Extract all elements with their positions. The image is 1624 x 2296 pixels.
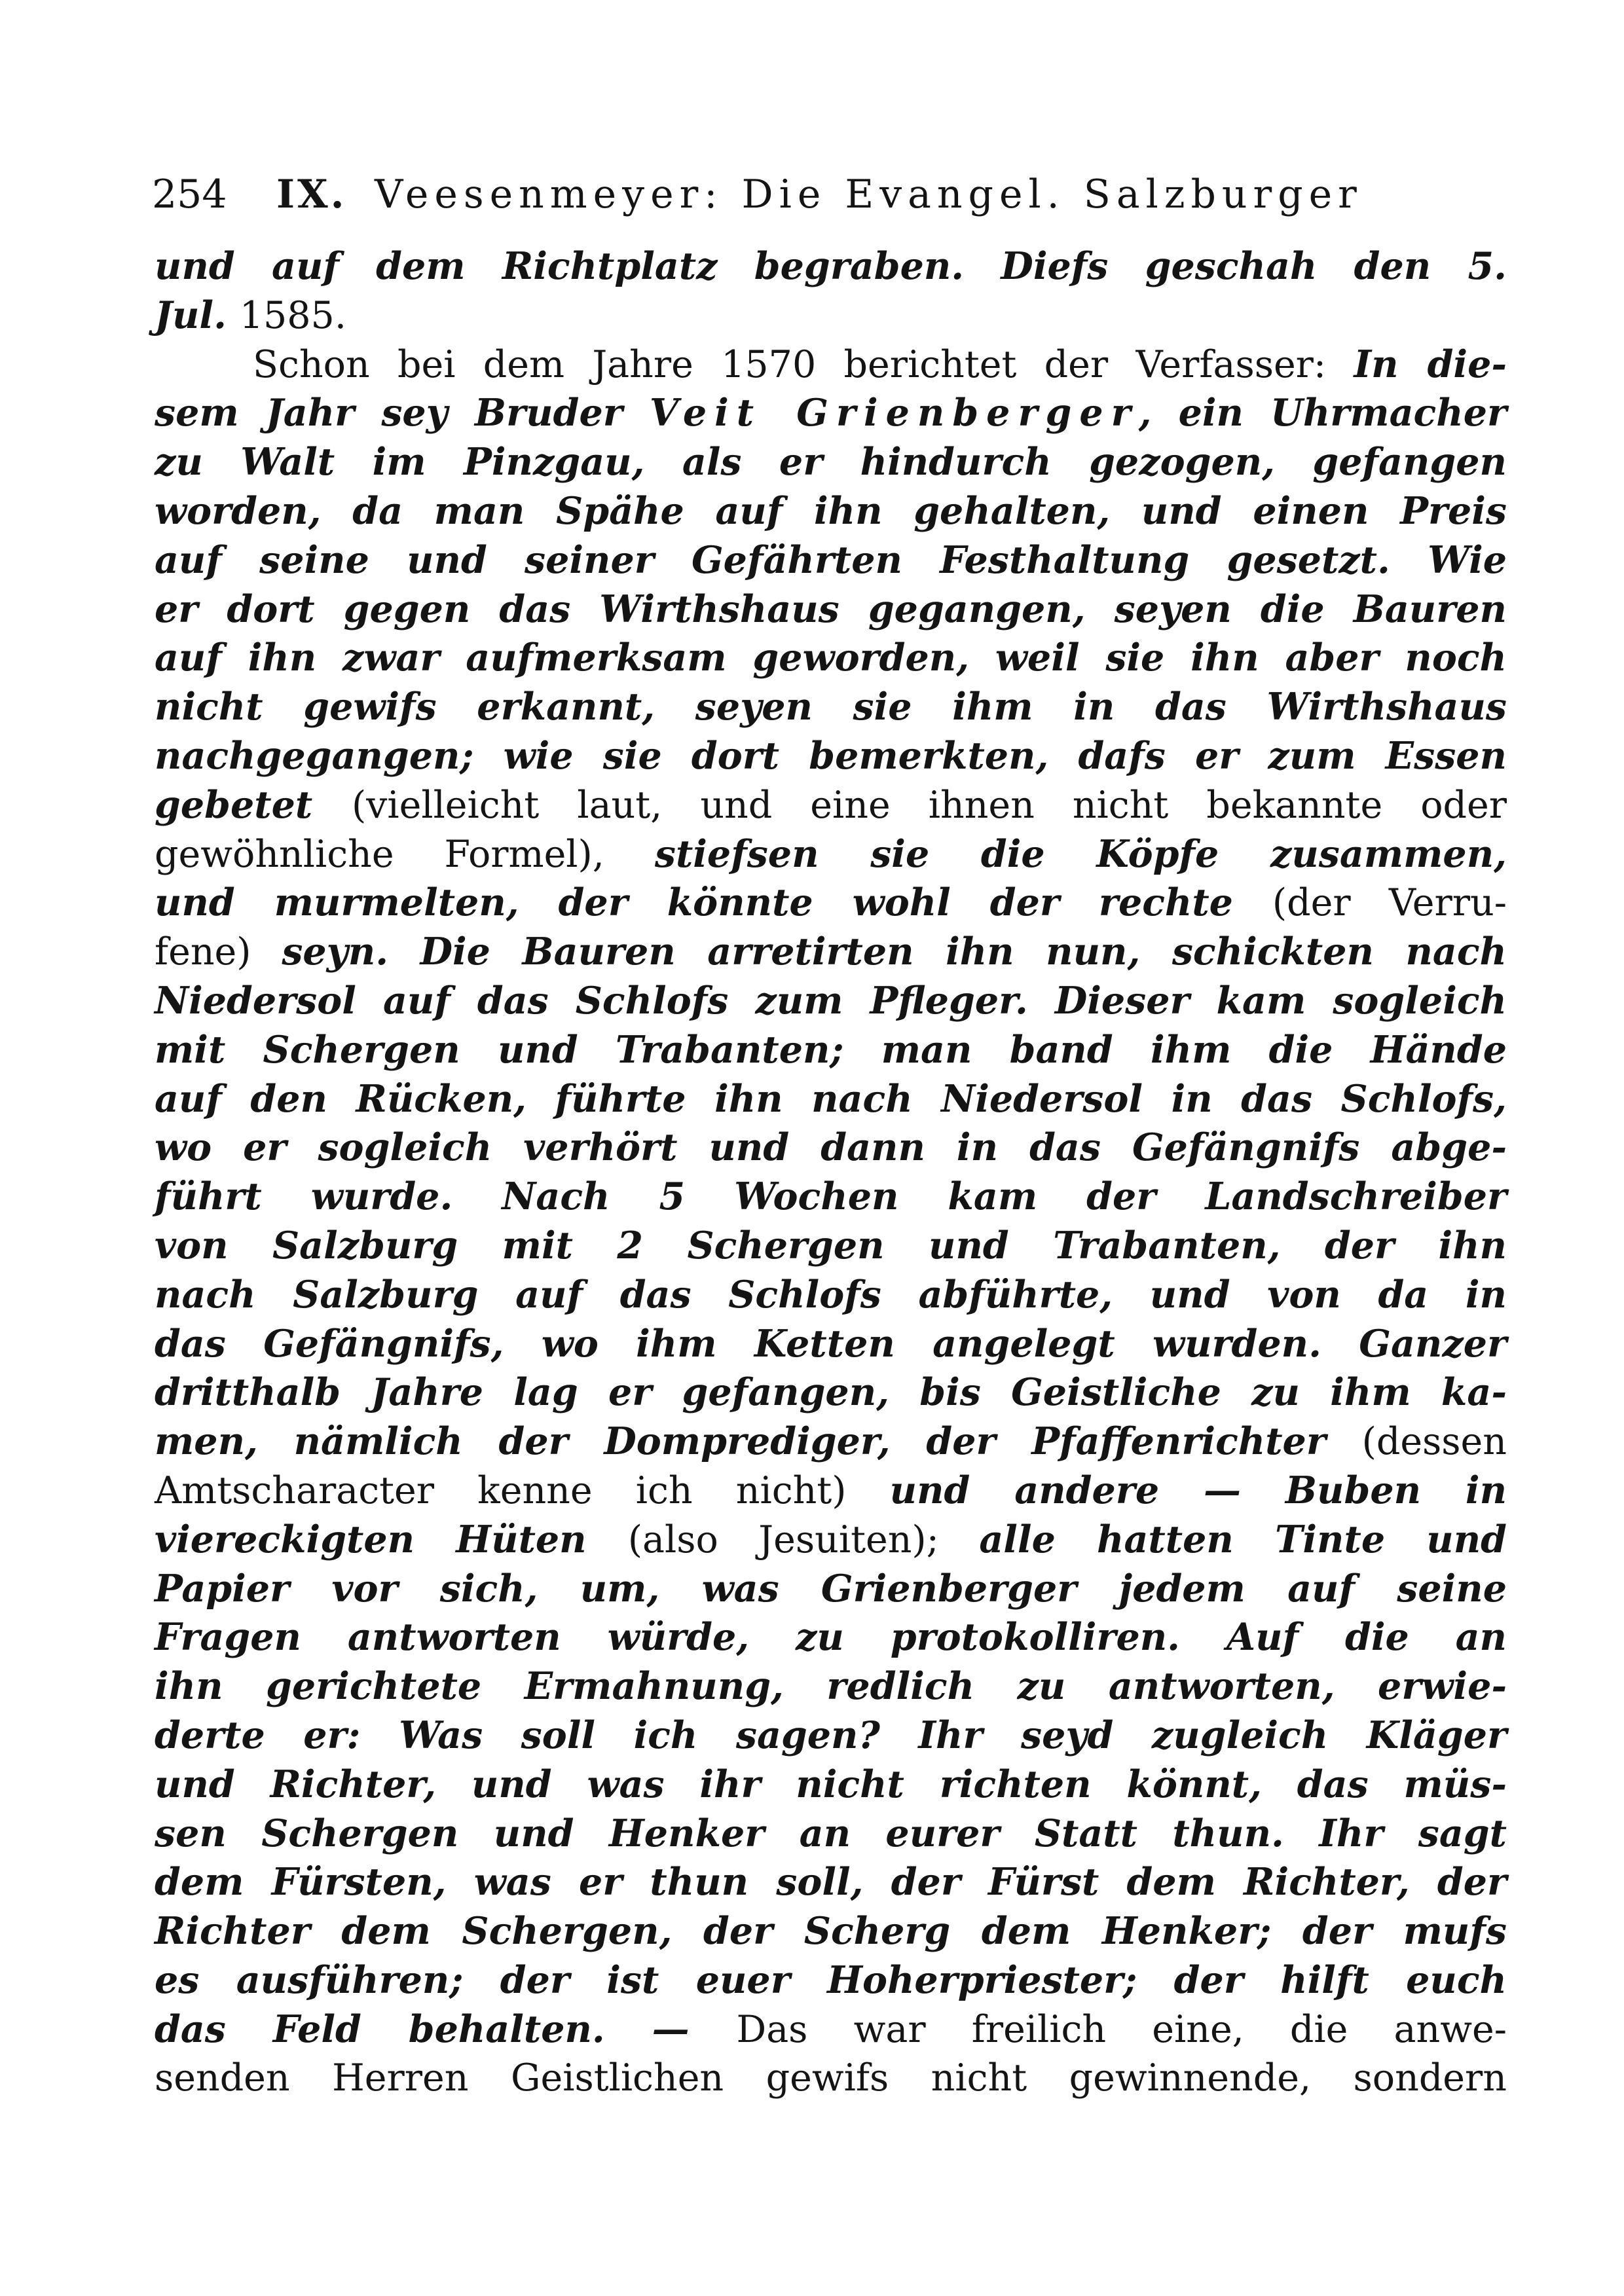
roman-run: (also Jesuiten); [627,1518,980,1561]
text-line [155,1467,1507,1516]
text-line [155,1271,1507,1320]
italic-run: In die- [1354,342,1507,386]
roman-run: Das war freilich eine, die anwe- [736,2007,1507,2051]
text-line [155,2005,1507,2054]
italic-run: zu Walt im Pinzgau, als er hindurch gezogen, gefangen [155,440,1507,484]
italic-run: es ausführen; der ist euer Hoherpriester; der hilft euch [155,1958,1507,2002]
text-line [155,1368,1507,1417]
text-line [155,1711,1507,1760]
text-line [155,732,1507,781]
italic-run: mit Schergen und Trabanten; man band ihm die Hände [155,1027,1507,1072]
italic-run: dritthalb Jahre lag er gefangen, bis Geistliche zu ihm ka- [155,1370,1507,1415]
italic-run: sen Schergen und Henker an eurer Statt thun. Ihr sagt [155,1811,1507,1855]
italic-run: Papier vor sich, um, was Grienberger jedem auf seine [155,1566,1507,1611]
text-line [155,879,1507,928]
text-line [155,1222,1507,1271]
italic-run: führt wurde. Nach 5 Wochen kam der Landschreiber [155,1175,1507,1219]
text-line [155,291,1507,340]
body-text [155,242,1507,2103]
text-line [155,1907,1507,1956]
text-line [155,928,1507,977]
italic-run: ihn gerichtete Ermahnung, redlich zu antworten, erwie- [155,1664,1507,1709]
text-line [155,1516,1507,1565]
italic-run: seyn. Die Bauren arretirten ihn nun, schickten nach [282,930,1507,974]
italic-run: auf den Rücken, führte ihn nach Niedersol in das Schlofs, [155,1076,1507,1121]
italic-run: auf seine und seiner Gefährten Festhaltung gesetzt. Wie [155,538,1507,582]
text-line [155,340,1507,390]
roman-run: (vielleicht laut, und eine ihnen nicht bekannte oder [351,783,1507,827]
section-number: IX. [276,172,347,217]
italic-run: und andere — Buben in [889,1468,1507,1512]
italic-run: auf ihn zwar aufmerksam geworden, weil sie ihn aber noch [155,636,1507,680]
roman-run: 1585. [239,293,346,337]
text-line [155,438,1507,487]
roman-run: gewöhnliche Formel), [155,832,655,876]
text-line [155,1956,1507,2005]
text-line [155,1613,1507,1662]
running-title: Veesenmeyer: Die Evangel. Salzburger [375,172,1363,217]
text-line [155,487,1507,536]
text-line [155,1075,1507,1124]
text-line [155,1123,1507,1173]
text-line [155,389,1507,438]
italic-run: Veit Grienberger [649,391,1139,435]
text-line [155,683,1507,732]
italic-run: derte er: Was soll ich sagen? Ihr seyd zugleich Kläger [155,1713,1507,1757]
italic-run: nicht gewifs erkannt, seyen sie ihm in das Wirthshaus [155,685,1507,729]
italic-run: Niedersol auf das Schlofs zum Pfleger. Dieser kam sogleich [155,978,1507,1023]
italic-run: nach Salzburg auf das Schlofs abführte, und von da in [155,1272,1507,1317]
italic-run: er dort gegen das Wirthshaus gegangen, seyen die Bauren [155,587,1507,631]
text-line [155,1760,1507,1810]
text-line [155,1662,1507,1711]
italic-run: das Gefängnifs, wo ihm Ketten angelegt wurden. Ganzer [155,1321,1507,1366]
text-line [155,1810,1507,1859]
italic-run: nachgegangen; wie sie dort bemerkten, dafs er zum Essen [155,733,1507,778]
text-line [155,977,1507,1026]
text-line [155,2054,1507,2103]
italic-run: alle hatten Tinte und [979,1517,1507,1561]
text-line [155,1173,1507,1222]
roman-run: fene) [155,930,282,974]
italic-run: und auf dem Richtplatz begraben. Diefs geschah den 5. [155,244,1507,288]
roman-run: Amtscharacter kenne ich nicht) [155,1468,890,1512]
italic-run: das Feld behalten. — [155,2007,737,2051]
roman-run: (dessen [1361,1420,1507,1464]
italic-run: , ein Uhrmacher [1138,391,1507,435]
roman-run: senden Herren Geistlichen gewifs nicht gewinnende, sondern [155,2056,1507,2100]
italic-run: stiefsen sie die Köpfe zusammen, [654,831,1507,876]
roman-run: (der Verru- [1272,881,1507,925]
text-line [155,830,1507,879]
italic-run: Fragen antworten würde, zu protokolliren. Auf die an [155,1615,1507,1660]
text-line [155,1320,1507,1369]
italic-run: Jul. [155,293,240,337]
italic-run: sem Jahr sey Bruder [155,391,650,435]
italic-run: Richter dem Schergen, der Scherg dem Henker; der mufs [155,1909,1507,1954]
text-line [155,242,1507,291]
text-line [155,585,1507,634]
text-line [155,781,1507,830]
text-line [155,1565,1507,1614]
text-line [155,536,1507,585]
text-line [155,634,1507,683]
italic-run: von Salzburg mit 2 Schergen und Trabanten, der ihn [155,1223,1507,1267]
italic-run: gebetet [155,782,352,827]
text-line [155,1026,1507,1075]
italic-run: men, nämlich der Domprediger, der Pfaffenrichter [155,1419,1362,1464]
italic-run: und Richter, und was ihr nicht richten könnt, das müs- [155,1762,1507,1806]
roman-run: Schon bei dem Jahre 1570 berichtet der Verfasser: [253,342,1354,386]
italic-run: worden, da man Spähe auf ihn gehalten, und einen Preis [155,488,1507,533]
italic-run: dem Fürsten, was er thun soll, der Fürst dem Richter, der [155,1860,1507,1904]
text-line [155,1417,1507,1467]
page-number: 254 [152,172,227,217]
text-line [155,1858,1507,1907]
italic-run: wo er sogleich verhört und dann in das Gefängnifs abge- [155,1125,1507,1170]
running-header [152,172,1488,230]
italic-run: viereckigten Hüten [155,1517,628,1561]
italic-run: und murmelten, der könnte wohl der rechte [155,881,1272,925]
